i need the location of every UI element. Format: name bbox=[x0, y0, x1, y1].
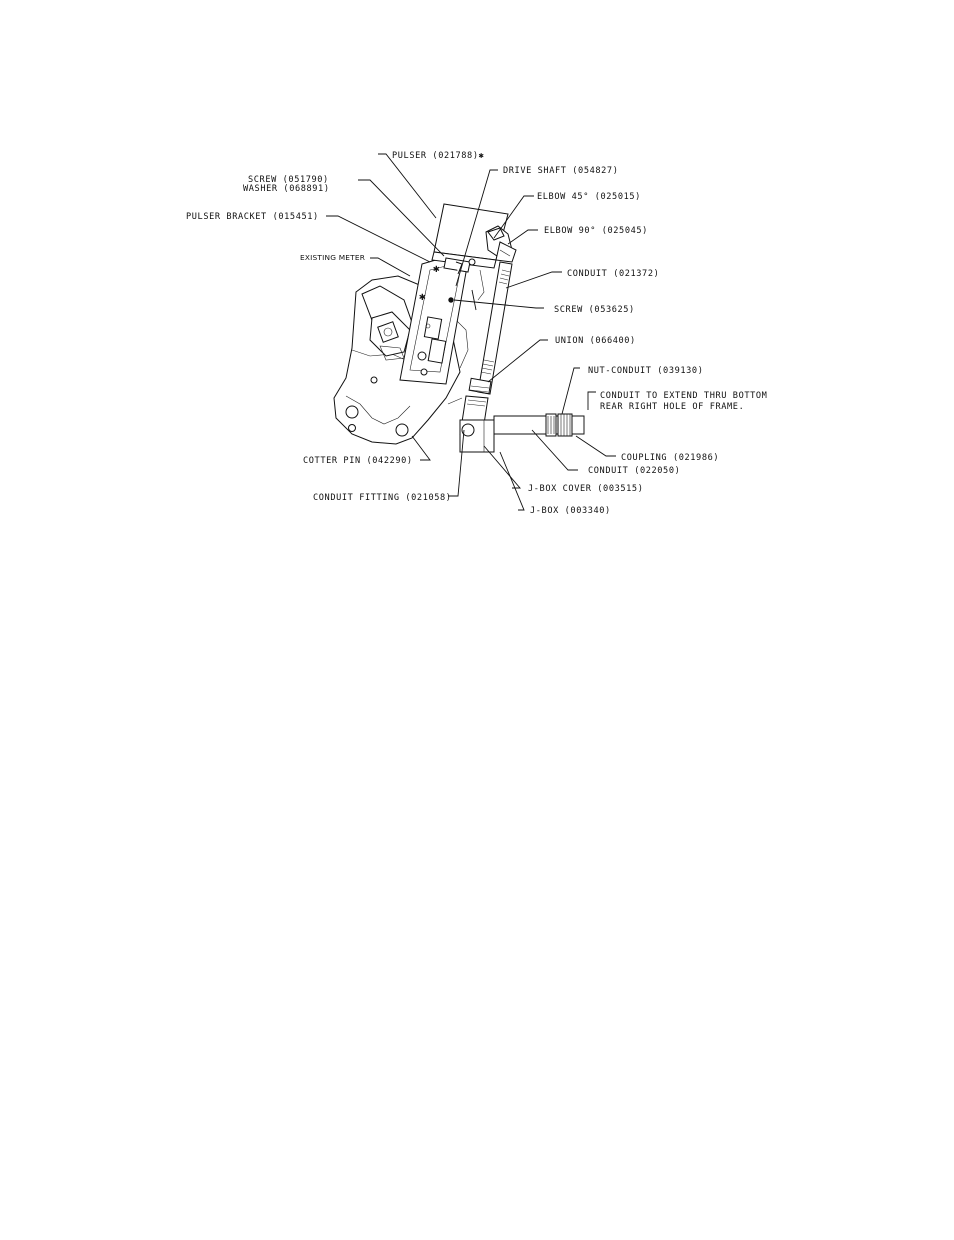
label-union: UNION (066400) bbox=[555, 336, 636, 346]
horizontal-conduit-drawing bbox=[494, 414, 584, 436]
part-labels bbox=[186, 151, 767, 516]
label-conduit-1: CONDUIT (021372) bbox=[567, 269, 660, 279]
label-j-box-cover: J-BOX COVER (003515) bbox=[528, 484, 644, 494]
label-washer: WASHER (068891) bbox=[243, 184, 330, 194]
label-elbow-45: ELBOW 45° (025015) bbox=[537, 192, 641, 202]
label-note-line-2: REAR RIGHT HOLE OF FRAME. bbox=[600, 402, 745, 412]
label-drive-shaft: DRIVE SHAFT (054827) bbox=[503, 166, 619, 176]
label-conduit-fitting: CONDUIT FITTING (021058) bbox=[313, 493, 452, 503]
svg-text:✱: ✱ bbox=[419, 290, 427, 303]
label-elbow-90: ELBOW 90° (025045) bbox=[544, 226, 648, 236]
label-note-line-1: CONDUIT TO EXTEND THRU BOTTOM bbox=[600, 391, 768, 401]
label-pulser-bracket: PULSER BRACKET (015451) bbox=[186, 212, 319, 222]
label-pulser: PULSER (021788)✱ bbox=[392, 151, 485, 161]
label-coupling: COUPLING (021986) bbox=[621, 453, 720, 463]
label-existing-meter: EXISTING METER bbox=[300, 253, 366, 262]
label-conduit-2: CONDUIT (022050) bbox=[588, 466, 681, 476]
label-j-box: J-BOX (003340) bbox=[530, 506, 611, 516]
label-screw-2: SCREW (053625) bbox=[554, 305, 635, 315]
j-box-drawing bbox=[460, 420, 494, 452]
svg-text:✱: ✱ bbox=[433, 262, 441, 275]
label-cotter-pin: COTTER PIN (042290) bbox=[303, 456, 413, 466]
label-screw-1: SCREW (051790) bbox=[248, 175, 329, 185]
label-nut-conduit: NUT-CONDUIT (039130) bbox=[588, 366, 704, 376]
drive-shaft-drawing bbox=[472, 270, 484, 310]
